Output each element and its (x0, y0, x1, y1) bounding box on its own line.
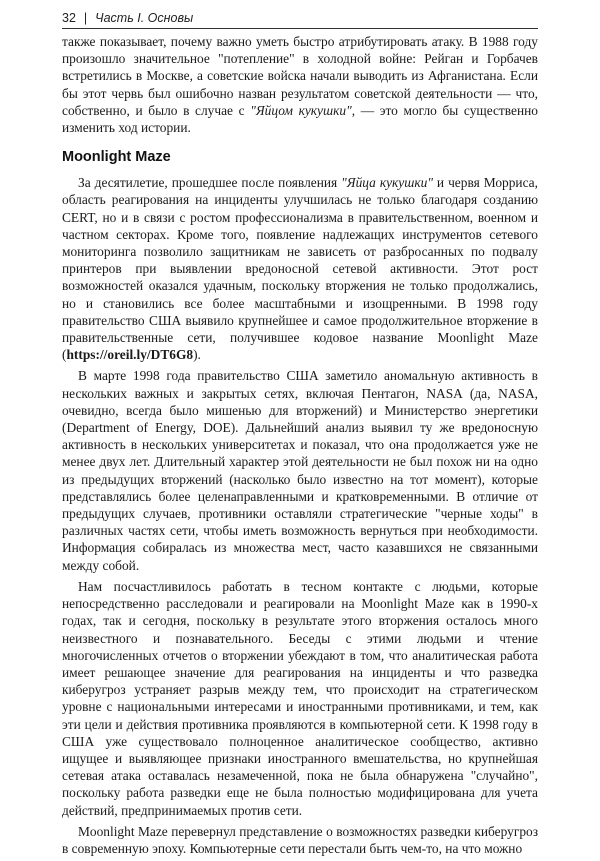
paragraph: Нам посчастливилось работать в тесном контакте с людьми, которые непосредственно расследовали и реагировали на Moonlight Maze как в 1990-х годах, так и сегодня, поскольку в результате этого вторжения осталось много неизвестного и познавательного. Беседы с этими людьми и чтение многочисленных отчетов о вторжении убеждают в том, что аналитическая работа имеет решающее значение для реагирования на инциденты и что разведка киберугроз устраняет разрыв между тем, что происходит на стратегическом уровне с национальными интересами и иностранными противниками, и тем, как эти цели и действия противника проявляются в компьютерной сети. К 1998 году в США уже существовало полноценное аналитическое сообщество, активно ищущее и выявляющее признаки иностранного вмешательства, но крупнейшая сетевая атака оставалась незамеченной, пока не была обнаружена "случайно", поскольку работа разведки еще не была полностью модифицирована для учета действий, предпринимаемых против сети. (62, 578, 538, 818)
page-body (62, 33, 538, 861)
running-header (62, 8, 538, 29)
reference-link: https://oreil.ly/DT6G8 (66, 347, 194, 363)
paragraph: Moonlight Maze перевернул представление о возможностях разведки киберугроз в современную эпоху. Компьютерные сети перестали быть чем-то, на что можно (62, 823, 538, 856)
paragraph (62, 174, 538, 363)
page-number: 32 (62, 11, 76, 25)
paragraph-continuation (62, 33, 538, 136)
book-title-emphasis: "Яйца кукушки" (341, 175, 433, 191)
text-run: и червя Морриса, область реагирования на инциденты улучшилась не только благодаря созданию CERT, но и в связи с ростом профессионализма в правительственном, военном и частном секторах. Кроме того, появление надлежащих инструментов сетевого мониторинга позволило защитникам не зависеть от разбросанных по подвалу принтеров при выявлении вредоносной сетевой активности. Этот рост возможностей оказался удачным, поскольку вторжения не только продолжались, но и становились все более масштабными и изощренными. В 1998 году правительство США выявило крупнейшее и самое продолжительное вторжение в правительственные сети, получившее кодовое название Moonlight Maze ( (62, 175, 538, 363)
book-title-emphasis: "Яйцом кукушки" (250, 102, 352, 118)
text-run: , — это могло бы существенно изменить ход истории. (62, 102, 538, 136)
chapter-title: Часть I. Основы (95, 11, 194, 25)
text-run: ). (193, 347, 201, 363)
section-heading: Moonlight Maze (62, 149, 171, 166)
header-separator: | (83, 11, 88, 25)
paragraph: В марте 1998 года правительство США заметило аномальную активность в нескольких важных и закрытых сетях, включая Пентагон, NASA (да, NASA, очевидно, всегда было мишенью для вторжений) и Министерство энергетики (Department of Energy, DOE). Дальнейший анализ выявил ту же вредоносную активность в нескольких университетах и показал, что она продолжается уже не менее двух лет. Длительный характер этой деятельности не был похож ни на одно из предыдущих вторжений (насколько было известно на тот момент), которые представлялись более целенаправленными и кратковременными. В отличие от предыдущих случаев, противники оставляли стратегические "черные ходы" в различных частях сети, чтобы иметь возможность вернуться при необходимости. Информация собиралась из множества мест, часто казавшихся не связанными между собой. (62, 368, 538, 573)
text-run: также показывает, почему важно уметь быстро атрибутировать атаку. В 1988 году произошло значительное "потепление" в холодной войне: Рейган и Горбачев встретились в Москве, а советские войска начали выводить из Афганистана. Если бы этот червь был ошибочно назван результатом советской деятельности — что, собственно, и было в случае с (62, 34, 538, 118)
text-run: За десятилетие, прошедшее после появления (78, 175, 342, 191)
